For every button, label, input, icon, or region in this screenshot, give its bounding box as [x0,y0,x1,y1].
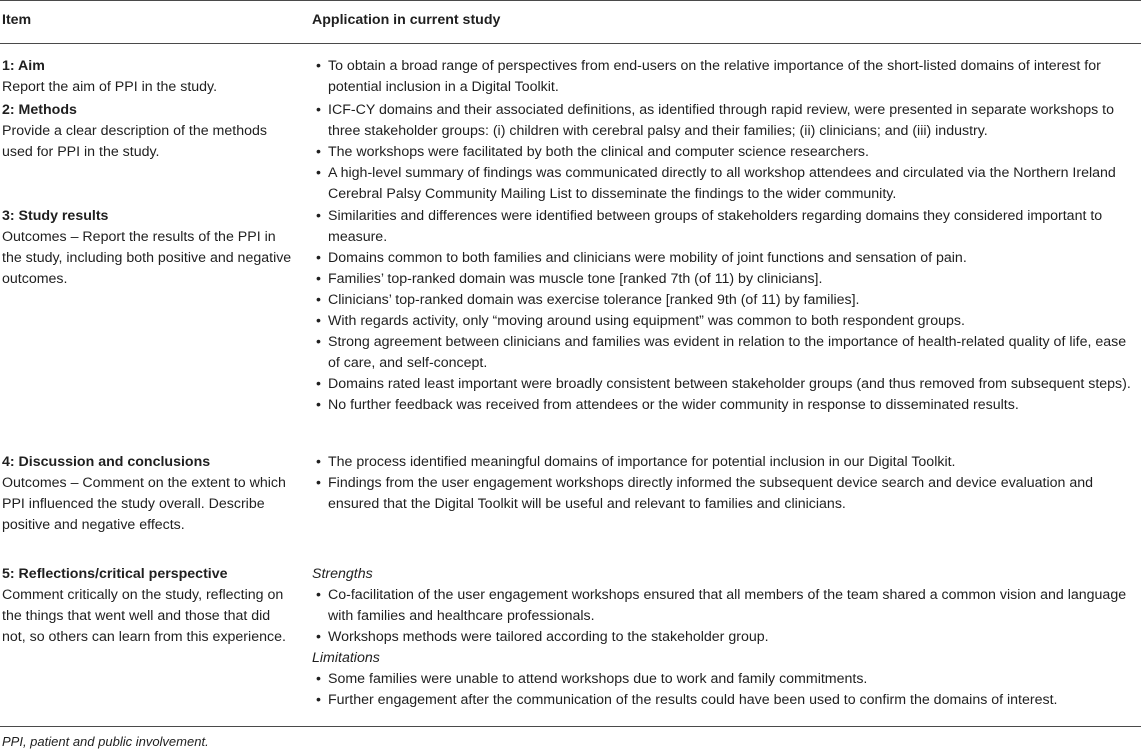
bullet-item: • Domains rated least important were broadly consistent between stakeholder groups (and thus removed from subsequent steps). [312,374,1141,395]
bullet-item: • The workshops were facilitated by both the clinical and computer science researchers. [312,142,1141,163]
bullet-item: • ICF-CY domains and their associated definitions, as identified through rapid review, were presented in separate workshops to three stakeholder groups: (i) children with cerebral palsy and their families; (ii) clinicians; and (iii) industry. [312,100,1141,142]
table-body [2,56,1141,714]
item-cell [2,564,292,648]
table-bottom-rule [0,726,1141,727]
table-top-rule [0,0,1141,1]
bullet-item: • Further engagement after the communication of the results could have been used to confirm the domains of interest. [312,690,1141,711]
bullet-item: • Strong agreement between clinicians and families was evident in relation to the importance of health-related quality of life, ease of care, and self-concept. [312,332,1141,374]
item-title: 4: Discussion and conclusions [2,454,211,470]
item-cell [2,100,292,163]
bullet-item: • With regards activity, only “moving around using equipment” was common to both respondent groups. [312,311,1141,332]
bullet-item: • No further feedback was received from attendees or the wider community in response to disseminated results. [312,395,1141,416]
item-description: Outcomes – Report the results of the PPI in the study, including both positive and negative outcomes. [2,229,292,287]
column-header-application: Application in current study [312,12,501,28]
item-title: 5: Reflections/critical perspective [2,566,228,582]
item-cell [2,452,292,536]
application-cell [312,56,1141,98]
table-row-discussion [2,452,1141,564]
item-description: Provide a clear description of the methods used for PPI in the study. [2,123,267,160]
table-row-study-results [2,206,1141,452]
column-header-item: Item [2,12,32,28]
item-description: Report the aim of PPI in the study. [2,79,218,95]
table-footnote: PPI, patient and public involvement. [2,734,209,749]
application-cell [312,100,1141,205]
bullet-item: • To obtain a broad range of perspectives from end-users on the relative importance of the short-listed domains of interest for potential inclusion in a Digital Toolkit. [312,56,1141,98]
application-cell [312,564,1141,711]
application-cell [312,452,1141,515]
bullet-item: • Workshops methods were tailored according to the stakeholder group. [312,627,1141,648]
bullet-item: • Families’ top-ranked domain was muscle tone [ranked 7th (of 11) by clinicians]. [312,269,1141,290]
header-rule [0,43,1141,44]
item-cell [2,206,292,290]
bullet-item: • Some families were unable to attend workshops due to work and family commitments. [312,669,1141,690]
application-cell [312,206,1141,416]
table-header [2,10,1143,32]
table-row-reflections [2,564,1141,714]
bullet-item: • A high-level summary of findings was communicated directly to all workshop attendees and circulated via the Northern Ireland Cerebral Palsy Community Mailing List to disseminate the findings to the wider community. [312,163,1141,205]
item-title: 3: Study results [2,208,109,224]
bullet-item: • Co-facilitation of the user engagement workshops ensured that all members of the team shared a common vision and language with families and healthcare professionals. [312,585,1141,627]
bullet-item: • Similarities and differences were identified between groups of stakeholders regarding domains they considered important to measure. [312,206,1141,248]
item-cell [2,56,292,98]
strengths-subheading: Strengths [312,566,373,582]
limitations-subheading: Limitations [312,650,380,666]
bullet-item: • Clinicians’ top-ranked domain was exercise tolerance [ranked 9th (of 11) by families]. [312,290,1141,311]
table-row-aim [2,56,1141,100]
item-title: 2: Methods [2,102,77,118]
item-title: 1: Aim [2,58,45,74]
table-row-methods [2,100,1141,206]
bullet-item: • Findings from the user engagement workshops directly informed the subsequent device search and device evaluation and ensured that the Digital Toolkit will be useful and relevant to families and clinicians. [312,473,1141,515]
item-description: Outcomes – Comment on the extent to which PPI influenced the study overall. Describe positive and negative effects. [2,475,286,533]
bullet-item: • The process identified meaningful domains of importance for potential inclusion in our Digital Toolkit. [312,452,1141,473]
item-description: Comment critically on the study, reflecting on the things that went well and those that did not, so others can learn from this experience. [2,587,286,645]
bullet-item: • Domains common to both families and clinicians were mobility of joint functions and sensation of pain. [312,248,1141,269]
